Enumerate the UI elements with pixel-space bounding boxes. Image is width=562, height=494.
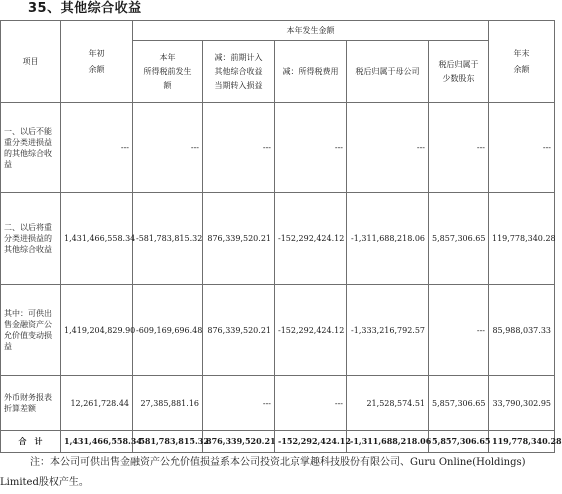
cell-parent: 21,528,574.51 [347, 376, 429, 431]
cell-reclass: 876,339,520.21 [203, 285, 275, 376]
col-header-minority: 税后归属于 少数股东 [429, 41, 489, 103]
cell-opening: 1,431,466,558.34 [61, 193, 133, 285]
col-header-reclass: 减：前期计入 其他综合收益 当期转入损益 [203, 41, 275, 103]
cell-closing: 85,988,037.33 [489, 285, 555, 376]
table-row [1, 103, 555, 193]
total-minority: 5,857,306.65 [429, 431, 489, 453]
row-label: 其中：可供出售金融资产公允价值变动损益 [1, 285, 61, 376]
cell-reclass: --- [203, 376, 275, 431]
table-row [1, 193, 555, 285]
cell-minority: --- [429, 103, 489, 193]
cell-opening: --- [61, 103, 133, 193]
col-header-item: 项目 [1, 21, 61, 103]
total-label: 合 计 [1, 431, 61, 453]
cell-pretax: 27,385,881.16 [133, 376, 203, 431]
cell-reclass: --- [203, 103, 275, 193]
total-opening: 1,431,466,558.34 [61, 431, 133, 453]
group-header-current-year: 本年发生金额 [133, 21, 489, 41]
cell-minority: 5,857,306.65 [429, 376, 489, 431]
total-tax: -152,292,424.12 [275, 431, 347, 453]
cell-parent: --- [347, 103, 429, 193]
section-title: 35、其他综合收益 [28, 1, 142, 16]
row-label: 外币财务报表折算差额 [1, 376, 61, 431]
cell-tax: --- [275, 103, 347, 193]
col-header-pretax: 本年 所得税前发生 额 [133, 41, 203, 103]
cell-pretax: -581,783,815.32 [133, 193, 203, 285]
total-pretax: -581,783,815.32 [133, 431, 203, 453]
total-reclass: 876,339,520.21 [203, 431, 275, 453]
header-row-1 [1, 21, 555, 41]
col-header-opening: 年初 余额 [61, 21, 133, 103]
cell-opening: 12,261,728.44 [61, 376, 133, 431]
cell-pretax: -609,169,696.48 [133, 285, 203, 376]
total-closing: 119,778,340.28 [489, 431, 555, 453]
total-parent: -1,311,688,218.06 [347, 431, 429, 453]
cell-parent: -1,333,216,792.57 [347, 285, 429, 376]
row-label: 一、以后不能重分类进损益的其他综合收益 [1, 103, 61, 193]
table-row [1, 285, 555, 376]
cell-minority: 5,857,306.65 [429, 193, 489, 285]
col-header-parent: 税后归属于母公司 [347, 41, 429, 103]
cell-reclass: 876,339,520.21 [203, 193, 275, 285]
cell-minority: --- [429, 285, 489, 376]
col-header-tax: 减：所得税费用 [275, 41, 347, 103]
cell-opening: 1,419,204,829.90 [61, 285, 133, 376]
col-header-closing: 年末 余额 [489, 21, 555, 103]
total-row [1, 431, 555, 453]
cell-tax: -152,292,424.12 [275, 193, 347, 285]
cell-closing: 119,778,340.28 [489, 193, 555, 285]
table-row [1, 376, 555, 431]
row-label: 二、以后将重分类进损益的其他综合收益 [1, 193, 61, 285]
cell-pretax: --- [133, 103, 203, 193]
cell-tax: --- [275, 376, 347, 431]
cell-closing: --- [489, 103, 555, 193]
cell-closing: 33,790,302.95 [489, 376, 555, 431]
other-comprehensive-income-table [0, 20, 562, 453]
footnote: 注：本公司可供出售金融资产公允价值损益系本公司投资北京掌趣科技股份有限公司、Guru Online(Holdings) Limited股权产生。 [0, 457, 526, 488]
cell-parent: -1,311,688,218.06 [347, 193, 429, 285]
cell-tax: -152,292,424.12 [275, 285, 347, 376]
